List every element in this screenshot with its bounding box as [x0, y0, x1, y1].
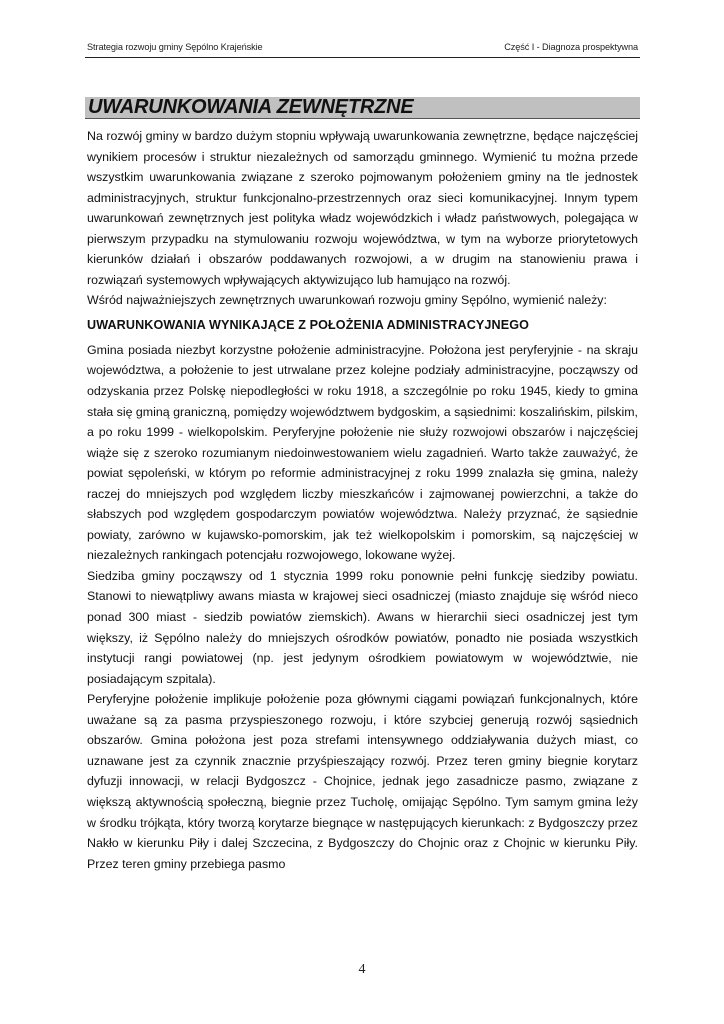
- page-number: 4: [358, 962, 366, 977]
- header-part-title: Część I - Diagnoza prospektywna: [504, 42, 638, 52]
- paragraph-intro-2: Wśród najważniejszych zewnętrznych uwarunkowań rozwoju gminy Sępólno, wymienić należy:: [87, 293, 607, 308]
- page-header: [87, 42, 638, 52]
- paragraph-section-3: Peryferyjne położenie implikuje położenie poza głównymi ciągami powiązań funkcjonalnych, które uważane są za pasma przyspieszonego rozwoju, i które szybciej generują rozwój sąsiednich obszarów. Gmina położona jest poza strefami intensywnego oddziaływania dużych miast, co uznawane jest za czynnik znacznie przyśpieszający rozwój. Przez teren gminy biegnie korytarz dyfuzji innowacji, w relacji Bydgoszcz - Chojnice, jednak jego zasadnicze pasmo, związane z większą aktywnością społeczną, biegnie przez Tucholę, omijając Sępólno. Tym samym gmina leży w środku trójkąta, który tworzą korytarze biegnące w następujących kierunkach: z Bydgoszczy przez Nakło w kierunku Piły i dalej Szczecina, z Bydgoszczy do Chojnic oraz z Chojnic w kierunku Piły. Przez teren gminy przebiega pasmo: [87, 692, 638, 871]
- page-content: [87, 126, 638, 874]
- chapter-title-bar: [85, 97, 640, 119]
- chapter-title: UWARUNKOWANIA ZEWNĘTRZNE: [88, 96, 414, 118]
- paragraph-intro-1: Na rozwój gminy w bardzo dużym stopniu wpływają uwarunkowania zewnętrzne, będące najczęściej wynikiem procesów i struktur niezależnych od samorządu gminnego. Wymienić tu można przede wszystkim uwarunkowania związane z szeroko pojmowanym położeniem gminy na tle jednostek administracyjnych, struktur funkcjonalno-przestrzennych oraz sieci komunikacyjnej. Innym typem uwarunkowań zewnętrznych jest polityka władz wojewódzkich i władz państwowych, polegająca w pierwszym przypadku na stymulowaniu rozwoju województwa, w tym na wyborze priorytetowych kierunków działań i obszarów poddawanych rozwojowi, a w drugim na stanowieniu prawa i rozwiązań systemowych wpływających aktywizująco lub hamująco na rozwój.: [87, 129, 638, 287]
- header-divider: [85, 57, 640, 58]
- paragraph-section-2: Siedziba gminy począwszy od 1 stycznia 1999 roku ponownie pełni funkcję siedziby powiatu. Stanowi to niewątpliwy awans miasta w krajowej sieci osadniczej (miasto znajduje się wśród nieco ponad 300 miast - siedzib powiatów ziemskich). Awans w hierarchii sieci osadniczej jest tym większy, iż Sępólno należy do mniejszych ośrodków powiatów, ponadto nie posiada wszystkich instytucji rangi powiatowej (np. jest jedynym ośrodkiem powiatowym w województwie, nie posiadającym szpitala).: [87, 568, 638, 686]
- section-heading: UWARUNKOWANIA WYNIKAJĄCE Z POŁOŻENIA ADMINISTRACYJNEGO: [87, 317, 529, 332]
- paragraph-section-1: Gmina posiada niezbyt korzystne położenie administracyjne. Położona jest peryferyjnie - na skraju województwa, a położenie to jest utrwalane przez kolejne podziały administracyjne, począwszy od odzyskania przez Polskę niepodległości w roku 1918, a szczególnie po roku 1945, kiedy to gmina stała się gminą graniczną, pomiędzy województwem bydgoskim, a sąsiednimi: koszalińskim, pilskim, a po roku 1999 - wielkopolskim. Peryferyjne położenie nie służy rozwojowi obszarów i najczęściej wiąże się z szeroko rozumianym niedoinwestowaniem wielu zagadnień. Warto także zauważyć, że powiat sępoleński, w którym po reformie administracyjnej z roku 1999 znalazła się gmina, należy raczej do mniejszych pod względem liczby mieszkańców i zajmowanej powierzchni, a także do słabszych pod względem gospodarczym powiatów województwa. Należy przyznać, że sąsiednie powiaty, zarówno w kujawsko-pomorskim, jak też wielkopolskim i pomorskim, są najczęściej w niezależnych rankingach potencjału rozwojowego, lokowane wyżej.: [87, 342, 638, 563]
- header-document-title: Strategia rozwoju gminy Sępólno Krajeńskie: [87, 42, 263, 52]
